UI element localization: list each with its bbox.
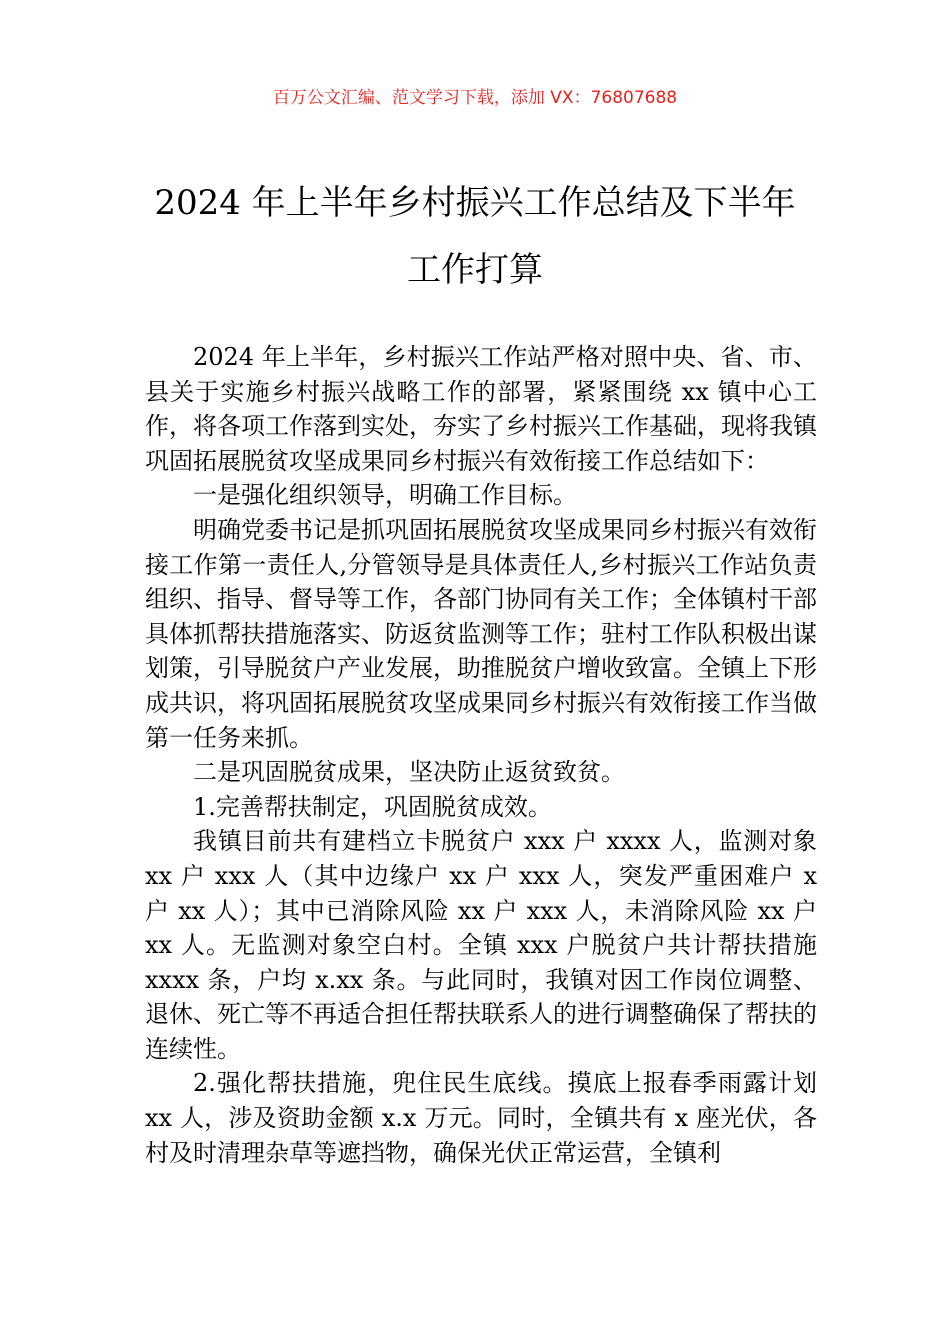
paragraph-leadership: 明确党委书记是抓巩固拓展脱贫攻坚成果同乡村振兴有效衔接工作第一责任人,分管领导是具体责任人,乡村振兴工作站负责组织、指导、督导等工作，各部门协同有关工作；全体镇村干部具体抓帮扶措施落实、防返贫监测等工作；驻村工作队积极出谋划策，引导脱贫户产业发展，助推脱贫户增收致富。全镇上下形成共识，将巩固拓展脱贫攻坚成果同乡村振兴有效衔接工作当做第一任务来抓。 <box>145 515 817 752</box>
subheading-1: 1.完善帮扶制定，巩固脱贫成效。 <box>193 792 552 821</box>
paragraph-intro: 2024 年上半年，乡村振兴工作站严格对照中央、省、市、县关于实施乡村振兴战略工作的部署，紧紧围绕 xx 镇中心工作，将各项工作落到实处，夯实了乡村振兴工作基础，现将我镇巩固拓展脱贫攻坚成果同乡村振兴有效衔接工作总结如下： <box>145 343 817 475</box>
paragraph-measures: 2.强化帮扶措施，兜住民生底线。摸底上报春季雨露计划 xx 人，涉及资助金额 x.x 万元。同时，全镇共有 x 座光伏，各村及时清理杂草等遮挡物，确保光伏正常运营，全镇利 <box>145 1069 817 1167</box>
document-title-line-1: 2024 年上半年乡村振兴工作总结及下半年 <box>154 183 796 223</box>
section-heading-2: 二是巩固脱贫成果，坚决防止返贫致贫。 <box>193 758 625 787</box>
document-title-line-2: 工作打算 <box>407 250 543 290</box>
paragraph-households: 我镇目前共有建档立卡脱贫户 xxx 户 xxxx 人，监测对象 xx 户 xxx 人（其中边缘户 xx 户 xxx 人，突发严重困难户 x 户 xx 人）；其中已消除风险 xx 户 xxx 人，未消除风险 xx 户 xx 人。无监测对象空白村。全镇 xxx 户脱贫户共计帮扶措施 xxxx 条，户均 x.xx 条。与此同时，我镇对因工作岗位调整、退休、死亡等不再适合担任帮扶联系人的进行调整确保了帮扶的连续性。 <box>145 827 817 1063</box>
document-body <box>145 340 817 1170</box>
section-heading-1: 一是强化组织领导，明确工作目标。 <box>193 481 577 510</box>
header-watermark-note: 百万公文汇编、范文学习下载，添加 VX：76807688 <box>272 88 678 108</box>
